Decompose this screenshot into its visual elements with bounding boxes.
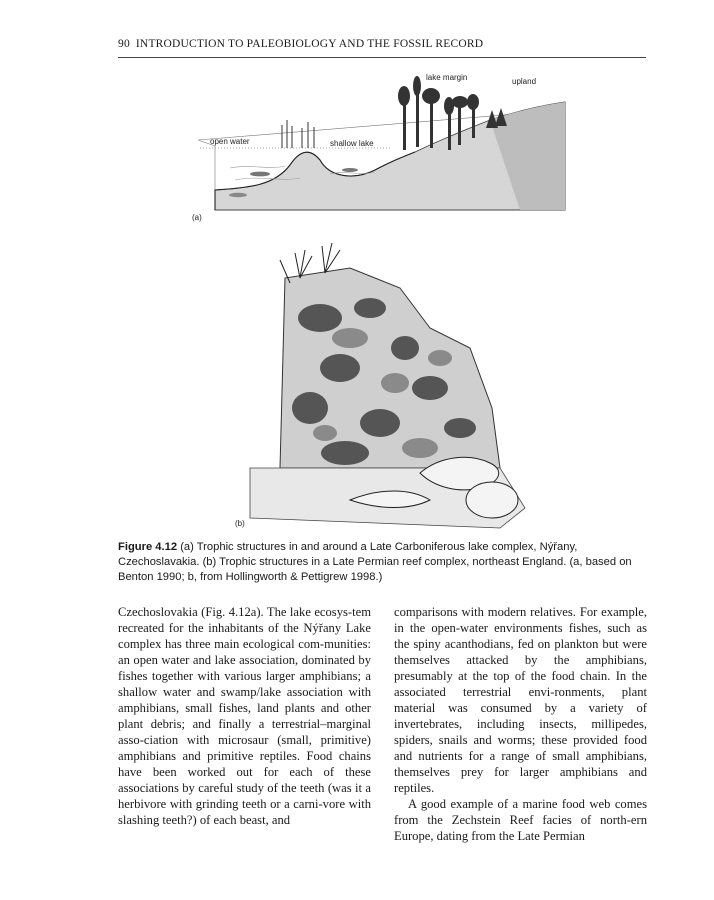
figure-b-reef-diagram <box>230 238 530 533</box>
running-title: INTRODUCTION TO PALEOBIOLOGY AND THE FOSSIL RECORD <box>135 38 484 50</box>
panel-label-a: (a) <box>192 213 202 222</box>
figure-caption <box>118 540 646 585</box>
header-rule <box>118 57 646 58</box>
label-lake-margin: lake margin <box>426 73 468 82</box>
label-shallow-lake: shallow lake <box>330 139 374 148</box>
body-paragraph: A good example of a marine food web comes from the Zechstein Reef facies of north-ern Europe, dating from the Late Permian <box>394 797 647 843</box>
panel-label-b: (b) <box>235 519 245 528</box>
caption-label: Figure 4.12 <box>118 541 178 553</box>
label-upland: upland <box>512 77 537 86</box>
body-column-left <box>118 604 371 828</box>
caption-text: (a) Trophic structures in and around a Late Carboniferous lake complex, Nýřany, Czechoslavakia. (b) Trophic structures in a Late Permian reef complex, northeast England. (a, based on Benton 1990; b, from Hollingworth & Pettigrew 1998.) <box>118 541 632 583</box>
figure-a-lake-diagram <box>190 70 570 225</box>
label-open-water: open water <box>210 137 250 146</box>
running-header <box>118 38 646 50</box>
body-paragraph: comparisons with modern relatives. For example, in the open-water environments fishes, such as the spiny acanthodians, fed on plankton but were themselves attacked by the amphibians, presumably at the top of the food chain. In the associated terrestrial envi-ronments, plant material was consumed by a variety of invertebrates, including insects, millipedes, spiders, snails and worms; these provided food and nutrients for a range of small amphibians, themselves prey for larger amphibians and reptiles. <box>394 605 647 795</box>
body-paragraph: Czechoslovakia (Fig. 4.12a). The lake ecosys-tem recreated for the inhabitants of the Nýřany Lake complex has three main ecological com-munities: an open water and lake association, dominated by fishes together with various larger amphibians; a shallow water and swamp/lake association with amphibians, small fishes, land plants and other plant debris; and finally a terrestrial–marginal asso-ciation with microsaur (small, primitive) amphibians and primitive reptiles. Food chains have been worked out for each of these associations by careful study of the teeth (was it a herbivore with grinding teeth or a carni-vore with slashing teeth?) of each beast, and <box>118 605 371 827</box>
page-number: 90 <box>118 38 130 50</box>
body-column-right <box>394 604 647 844</box>
